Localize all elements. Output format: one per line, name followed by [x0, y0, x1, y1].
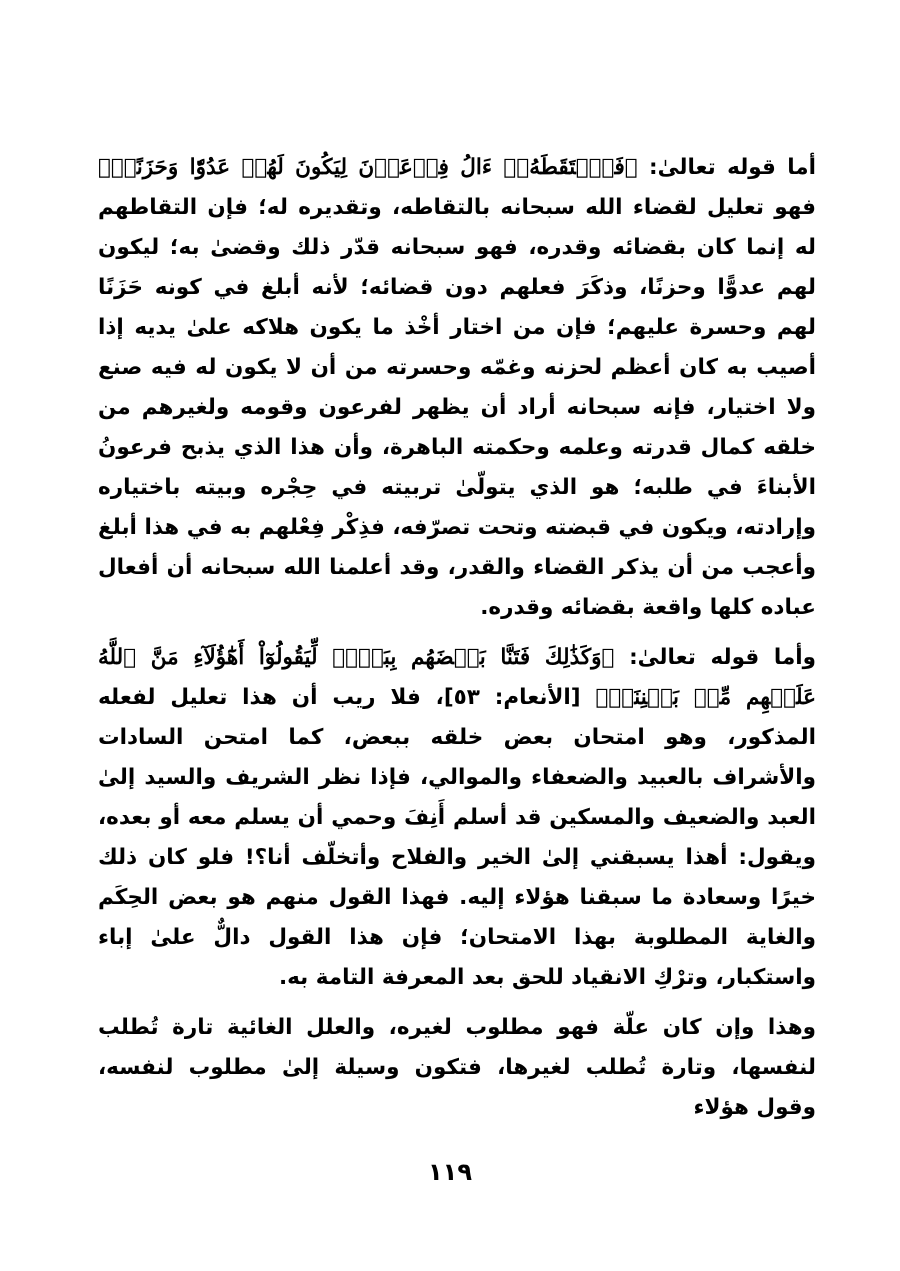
- paragraph-1-intro: أما قوله تعالىٰ:: [637, 155, 816, 180]
- quran-verse-2: ﴿وَكَذَٰلِكَ فَتَنَّا بَعۡضَهُم بِبَعۡضٖ لِّيَقُولُوٓاْ أَهَٰٓؤُلَآءِ مَنَّ ٱللَّهُ عَلَيۡهِم مِّنۢ بَيۡنِنَآۗ﴾: [98, 645, 816, 710]
- quran-verse-1: ﴿فَٱلۡتَقَطَهُۥٓ ءَالُ فِرۡعَوۡنَ لِيَكُونَ لَهُمۡ عَدُوّٗا وَحَزَنًاۗ﴾: [98, 155, 638, 180]
- page-text-block: [98, 148, 816, 1128]
- paragraph-2-body: [الأنعام: ٥٣]، فلا ريب أن هذا تعليل لفعله المذكور، وهو امتحان بعض خلقه ببعض، كما امتحن السادات والأشراف بالعبيد والضعفاء والموالي، فإذا نظر الشريف والسيد إلىٰ العبد والضعيف والمسكين قد أسلم أَنِفَ وحمي أن يسلم معه أو بعده، ويقول: أهذا يسبقني إلىٰ الخير والفلاح وأتخلّف أنا؟! فلو كان ذلك خيرًا وسعادة ما سبقنا هؤلاء إليه. فهذا القول منهم هو بعض الحِكَم والغاية المطلوبة بهذا الامتحان؛ فإن هذا القول دالٌّ علىٰ إباء واستكبار، وترْكِ الانقياد للحق بعد المعرفة التامة به.: [98, 685, 816, 990]
- paragraph-1: [98, 148, 816, 628]
- paragraph-2-intro: وأما قوله تعالىٰ:: [614, 645, 816, 670]
- paragraph-1-body: فهو تعليل لقضاء الله سبحانه بالتقاطه، وتقديره له؛ فإن التقاطهم له إنما كان بقضائه وقدره، فهو سبحانه قدّر ذلك وقضىٰ به؛ ليكون لهم عدوًّا وحزنًا، وذكَرَ فعلهم دون قضائه؛ لأنه أبلغ في كونه حَزَنًا لهم وحسرة عليهم؛ فإن من اختار أخْذ ما يكون هلاكه علىٰ يديه إذا أصيب به كان أعظم لحزنه وغمّه وحسرته من أن لا يكون له فيه صنع ولا اختيار، فإنه سبحانه أراد أن يظهر لفرعون وقومه ولغيرهم من خلقه كمال قدرته وعلمه وحكمته الباهرة، وأن هذا الذي يذبح فرعونُ الأبناءَ في طلبه؛ هو الذي يتولّىٰ تربيته في حِجْره وبيته باختياره وإرادته، ويكون في قبضته وتحت تصرّفه، فذِكْر فِعْلهم به في هذا أبلغ وأعجب من أن يذكر القضاء والقدر، وقد أعلمنا الله سبحانه أن أفعال عباده كلها واقعة بقضائه وقدره.: [98, 195, 816, 620]
- paragraph-3: [98, 1008, 816, 1128]
- paragraph-3-body: وهذا وإن كان علّة فهو مطلوب لغيره، والعلل الغائية تارة تُطلب لنفسها، وتارة تُطلب لغيرها، فتكون وسيلة إلىٰ مطلوب لنفسه، وقول هؤلاء: [98, 1015, 816, 1120]
- page-number: ١١٩: [428, 1158, 472, 1186]
- paragraph-2: [98, 638, 816, 998]
